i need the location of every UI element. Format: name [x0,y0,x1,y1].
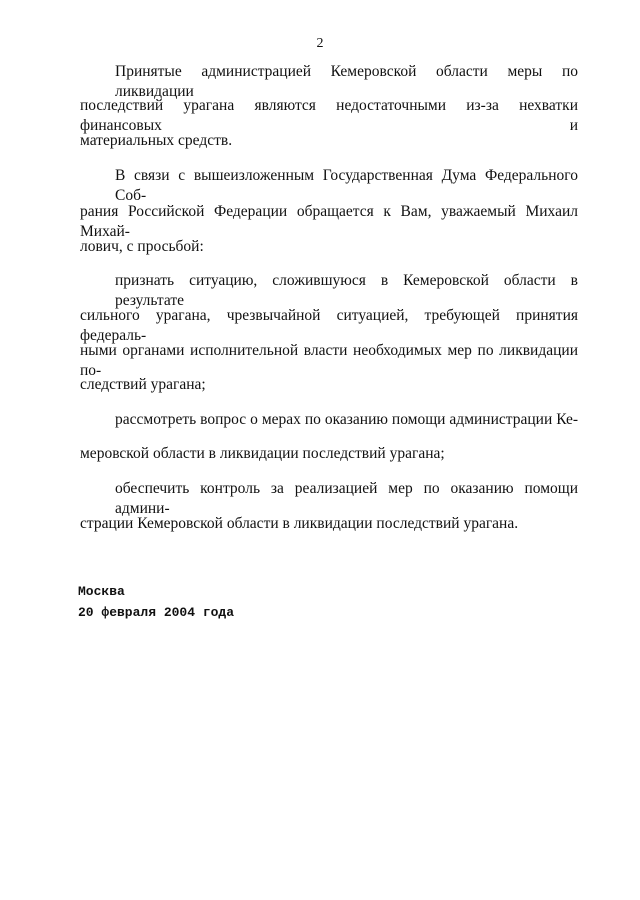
paragraph-1-line-2: последствий урагана являются недостаточными из-за нехватки финансовых и [80,97,578,134]
paragraph-4-line-1: рассмотреть вопрос о мерах по оказанию помощи администрации Ке- [115,411,578,428]
page-number: 2 [316,36,324,51]
paragraph-5-line-2: страции Кемеровской области в ликвидации последствий урагана. [80,515,519,532]
paragraph-5-line-1: обеспечить контроль за реализацией мер по оказанию помощи админи- [115,480,578,517]
paragraph-3-line-1: признать ситуацию, сложившуюся в Кемеровской области в результате [115,272,578,309]
paragraph-4-line-2: меровской области в ликвидации последствий урагана; [80,445,445,462]
footer-date: 20 февраля 2004 года [78,605,235,620]
paragraph-1-line-3: материальных средств. [80,132,233,149]
paragraph-2-line-3: лович, с просьбой: [80,238,204,255]
paragraph-2-line-2: рания Российской Федерации обращается к Вам, уважаемый Михаил Михай- [80,203,578,240]
footer-city: Москва [78,584,125,599]
paragraph-1-line-1: Принятые администрацией Кемеровской области меры по ликвидации [115,63,578,100]
paragraph-3-line-4: следствий урагана; [80,376,206,393]
paragraph-2-line-1: В связи с вышеизложенным Государственная Дума Федерального Соб- [115,167,578,204]
paragraph-3-line-2: сильного урагана, чрезвычайной ситуацией, требующей принятия федераль- [80,307,578,344]
paragraph-3-line-3: ными органами исполнительной власти необходимых мер по ликвидации по- [80,342,578,379]
